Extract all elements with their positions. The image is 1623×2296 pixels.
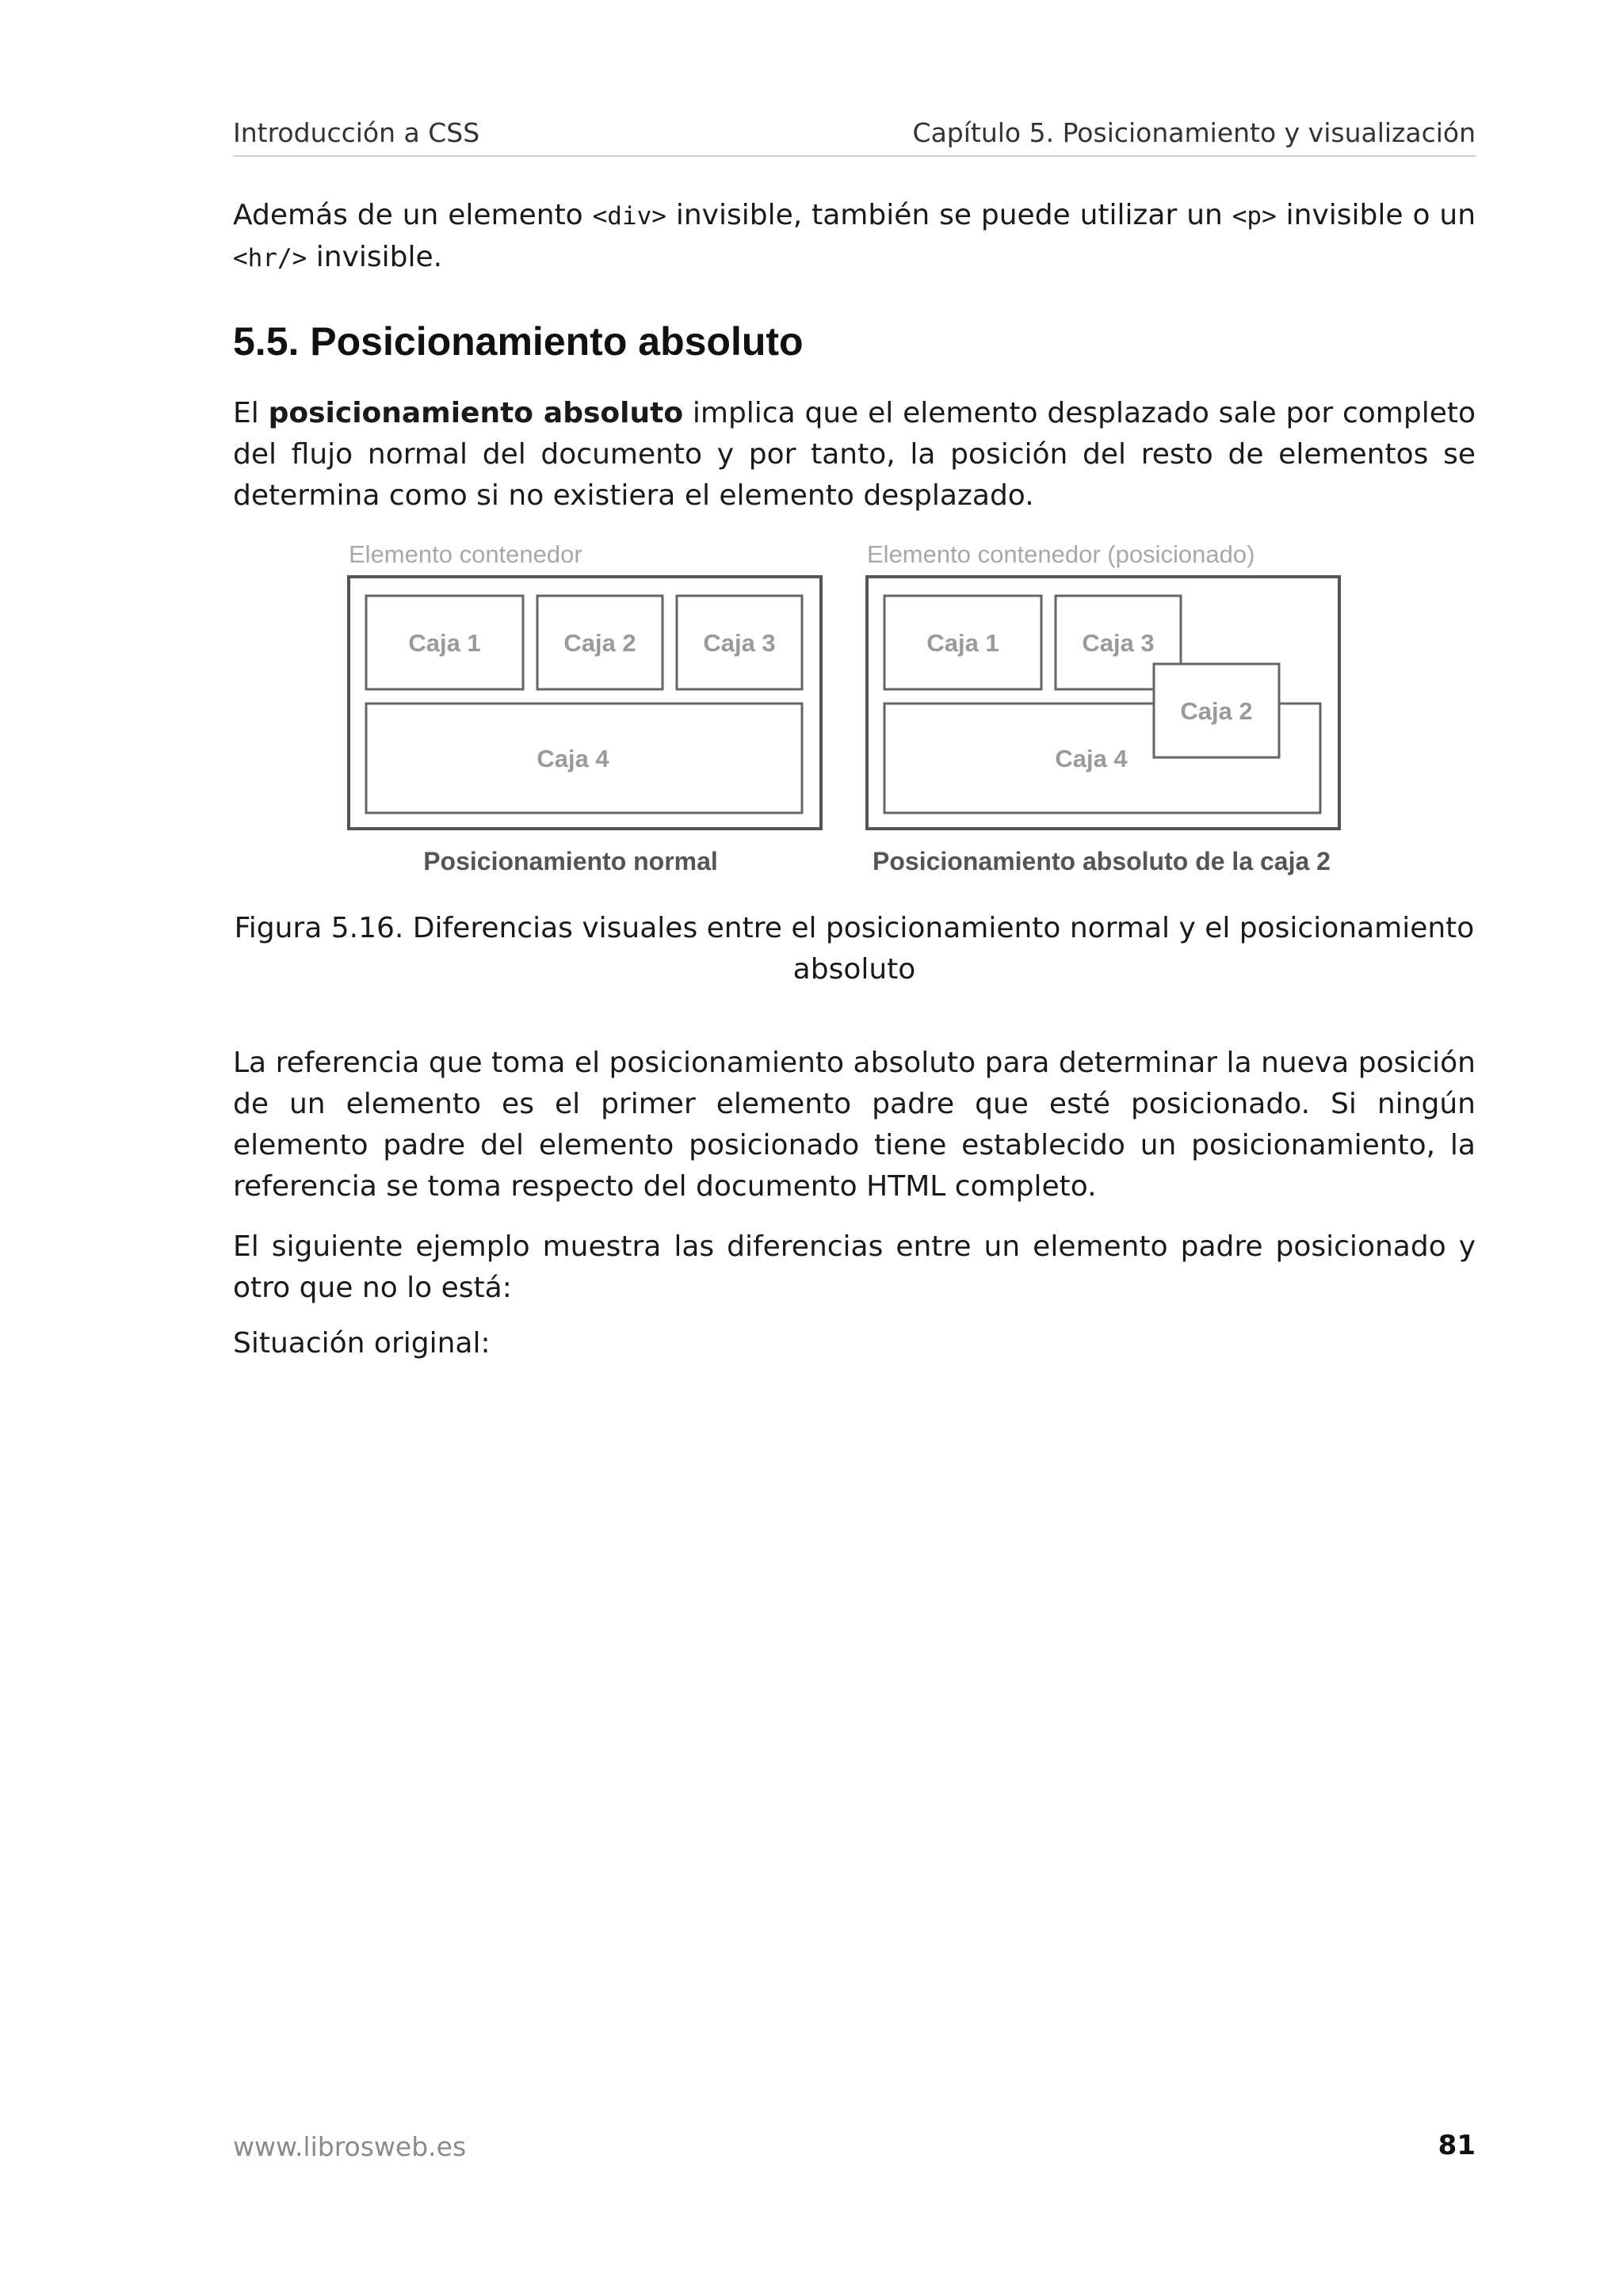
paragraph-original-situation: Situación original: bbox=[233, 1327, 491, 1360]
code-p: <p> bbox=[1232, 202, 1277, 231]
left-box-1-label: Caja 1 bbox=[408, 629, 481, 657]
right-box-3-label: Caja 3 bbox=[1082, 629, 1155, 657]
right-box-2-label: Caja 2 bbox=[1180, 697, 1253, 725]
left-box-3-label: Caja 3 bbox=[703, 629, 776, 657]
code-hr: <hr/> bbox=[233, 244, 307, 273]
header-book-title: Introducción a CSS bbox=[233, 117, 480, 148]
right-box-1-label: Caja 1 bbox=[926, 629, 999, 657]
right-box-4-label: Caja 4 bbox=[1055, 745, 1128, 772]
header-chapter-title: Capítulo 5. Posicionamiento y visualización bbox=[912, 117, 1476, 148]
paragraph-invisible-elements: Además de un elemento <div> invisible, también se puede utilizar un <p> invisible o un <hr/> invisible. bbox=[233, 199, 1476, 273]
page-header bbox=[233, 117, 1476, 157]
left-container-label: Elemento contenedor bbox=[349, 540, 582, 568]
right-container-label: Elemento contenedor (posicionado) bbox=[867, 540, 1255, 568]
footer-site-link[interactable]: www.librosweb.es bbox=[233, 2131, 467, 2162]
positioning-figure bbox=[317, 536, 1395, 884]
page-number: 81 bbox=[1438, 2130, 1476, 2161]
paragraph-reference: La referencia que toma el posicionamiento absoluto para determinar la nueva posición de un elemento es el primer elemento padre que esté posicionado. Si ningún elemento padre del elemento posicionado tiene establecido un posicionamiento, la referencia se toma respecto del documento HTML completo. bbox=[233, 1047, 1476, 1203]
right-diagram-caption: Posicionamiento absoluto de la caja 2 bbox=[873, 847, 1331, 875]
figure-diagram bbox=[317, 536, 1395, 884]
left-box-4-label: Caja 4 bbox=[537, 745, 609, 772]
figure-caption: Figura 5.16. Diferencias visuales entre el posicionamiento normal y el posicionamiento absoluto bbox=[234, 912, 1475, 986]
paragraph-absolute-definition: El posicionamiento absoluto implica que el elemento desplazado sale por completo del flujo normal del documento y por tanto, la posición del resto de elementos se determina como si no existiera el elemento desplazado. bbox=[233, 397, 1476, 512]
left-box-2-label: Caja 2 bbox=[563, 629, 636, 657]
bold-term: posicionamiento absoluto bbox=[268, 397, 684, 429]
paragraph-example-intro: El siguiente ejemplo muestra las diferencias entre un elemento padre posicionado y otro que no lo está: bbox=[233, 1230, 1476, 1304]
section-title: 5.5. Posicionamiento absoluto bbox=[233, 319, 804, 364]
left-diagram-caption: Posicionamiento normal bbox=[423, 847, 718, 875]
code-div: <div> bbox=[592, 202, 666, 231]
